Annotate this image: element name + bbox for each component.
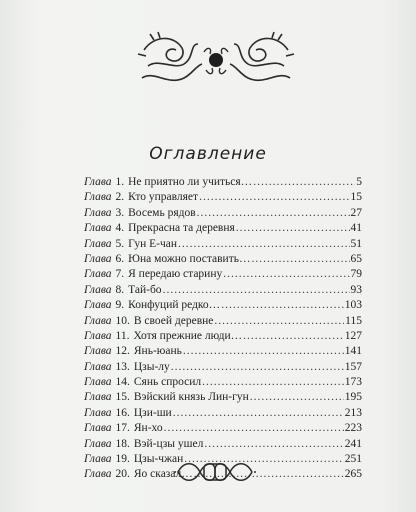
leader-dots [253,175,355,190]
page-title: Оглавление [149,144,267,164]
leader-dots [236,221,350,236]
page-number: 15 [350,191,362,204]
leader-dots [214,314,344,329]
table-of-contents [84,175,362,483]
leader-dots [223,267,349,282]
chapter-word: Глава [84,283,112,296]
chapter-number: 6. [115,252,125,265]
chapter-word: Глава [84,453,112,466]
chapter-number: 17. [115,422,130,435]
chapter-title: Тай-бо [128,283,162,296]
chapter-title: Вэйский князь Лин-гун [133,391,249,404]
chapter-number: 7. [115,268,125,281]
page-number: 141 [344,345,362,358]
chapter-word: Глава [84,406,112,419]
page-number: 103 [344,299,362,312]
chapter-title: Кто управляет [128,191,199,204]
chapter-number: 18. [115,437,130,450]
chapter-title: Юна можно поставить… [128,252,251,265]
chapter-number: 8. [115,283,125,296]
page-number: 195 [344,391,362,404]
chapter-word: Глава [84,391,112,404]
leader-dots [171,360,344,375]
chapter-title: Сянь спросил [133,376,202,389]
chapter-title: Я передаю старину [128,268,223,281]
chapter-number: 20. [115,468,130,481]
page-number: 115 [345,314,362,327]
chapter-word: Глава [84,237,112,250]
toc-entry [84,252,362,267]
toc-entry [84,221,362,236]
toc-entry [84,283,362,298]
toc-entry [84,237,362,252]
chapter-word: Глава [84,314,112,327]
page-number: 173 [344,376,362,389]
toc-entry [84,314,362,329]
chapter-number: 10. [115,314,130,327]
leader-dots [202,375,344,390]
leader-dots [163,283,350,298]
chapter-word: Глава [84,191,112,204]
chapter-number: 15. [115,391,130,404]
toc-entry [84,390,362,405]
chapter-title: В своей деревне [133,314,214,327]
chapter-word: Глава [84,345,112,358]
leader-dots [250,390,344,405]
chapter-word: Глава [84,176,112,188]
chapter-word: Глава [84,360,112,373]
chapter-number: 1. [115,176,125,188]
page-number: 41 [350,222,362,235]
dragons-ornament-icon [134,30,298,92]
chapter-title: Вэй-цзы ушел [133,437,204,450]
chapter-title: Конфуций редко… [128,299,221,312]
chapter-title: Хотя прежние люди… [133,329,243,342]
page-number: 157 [344,360,362,373]
chapter-word: Глава [84,329,112,342]
page-number: 127 [344,329,362,342]
page-number: 223 [344,422,362,435]
chapter-word: Глава [84,252,112,265]
chapter-number: 11. [115,329,130,342]
leader-dots [221,298,344,313]
page-number: 265 [344,468,362,481]
leader-dots [183,344,344,359]
chapter-number: 5. [115,237,125,250]
leader-dots [199,190,349,205]
chapter-title: Гун Е-чан [128,237,178,250]
chapter-title: Восемь рядов [128,206,196,219]
page-number: 65 [350,252,362,265]
chapter-number: 9. [115,299,125,312]
chapter-title: Цзы-чжан [133,453,184,466]
leader-dots [204,437,343,452]
chapter-title: Янь-юань [133,345,182,358]
page-number: 51 [350,237,362,250]
toc-entry [84,329,362,344]
chapter-title: Цзы-лу [133,360,170,373]
toc-entry [84,298,362,313]
chapter-number: 16. [115,406,130,419]
chapter-title: Не приятно ли учиться… [128,176,253,188]
leader-dots [164,421,344,436]
page-number: 27 [350,206,362,219]
toc-entry [84,344,362,359]
chapter-number: 13. [115,360,130,373]
toc-entry [84,406,362,421]
toc-entry [84,375,362,390]
toc-entry [84,267,362,282]
leader-dots [251,252,349,267]
toc-entry [84,437,362,452]
chapter-word: Глава [84,422,112,435]
leader-dots [243,329,344,344]
chapter-title: Прекрасна та деревня [128,222,235,235]
toc-entry [84,190,362,205]
chapter-word: Глава [84,437,112,450]
chapter-title: Яо сказал… [133,468,193,481]
chapter-number: 19. [115,453,130,466]
chapter-word: Глава [84,206,112,219]
leader-dots [178,237,349,252]
toc-entry [84,360,362,375]
page-number: 5 [356,176,362,188]
toc-entry [84,206,362,221]
chapter-word: Глава [84,376,112,389]
chapter-word: Глава [84,222,112,235]
page-number: 213 [344,406,362,419]
knot-ornament-icon [174,455,256,489]
chapter-number: 14. [115,376,130,389]
chapter-title: Ян-хо [133,422,163,435]
chapter-number: 12. [115,345,130,358]
chapter-word: Глава [84,299,112,312]
chapter-word: Глава [84,268,112,281]
chapter-number: 2. [115,191,125,204]
page-number: 251 [344,453,362,466]
chapter-number: 4. [115,222,125,235]
page-number: 79 [350,268,362,281]
chapter-number: 3. [115,206,125,219]
chapter-word: Глава [84,468,112,481]
page-number: 241 [344,437,362,450]
toc-entry [84,175,362,190]
leader-dots [197,206,350,221]
toc-entry [84,421,362,436]
leader-dots [173,406,344,421]
page-number: 93 [350,283,362,296]
chapter-title: Цзи-ши [133,406,172,419]
